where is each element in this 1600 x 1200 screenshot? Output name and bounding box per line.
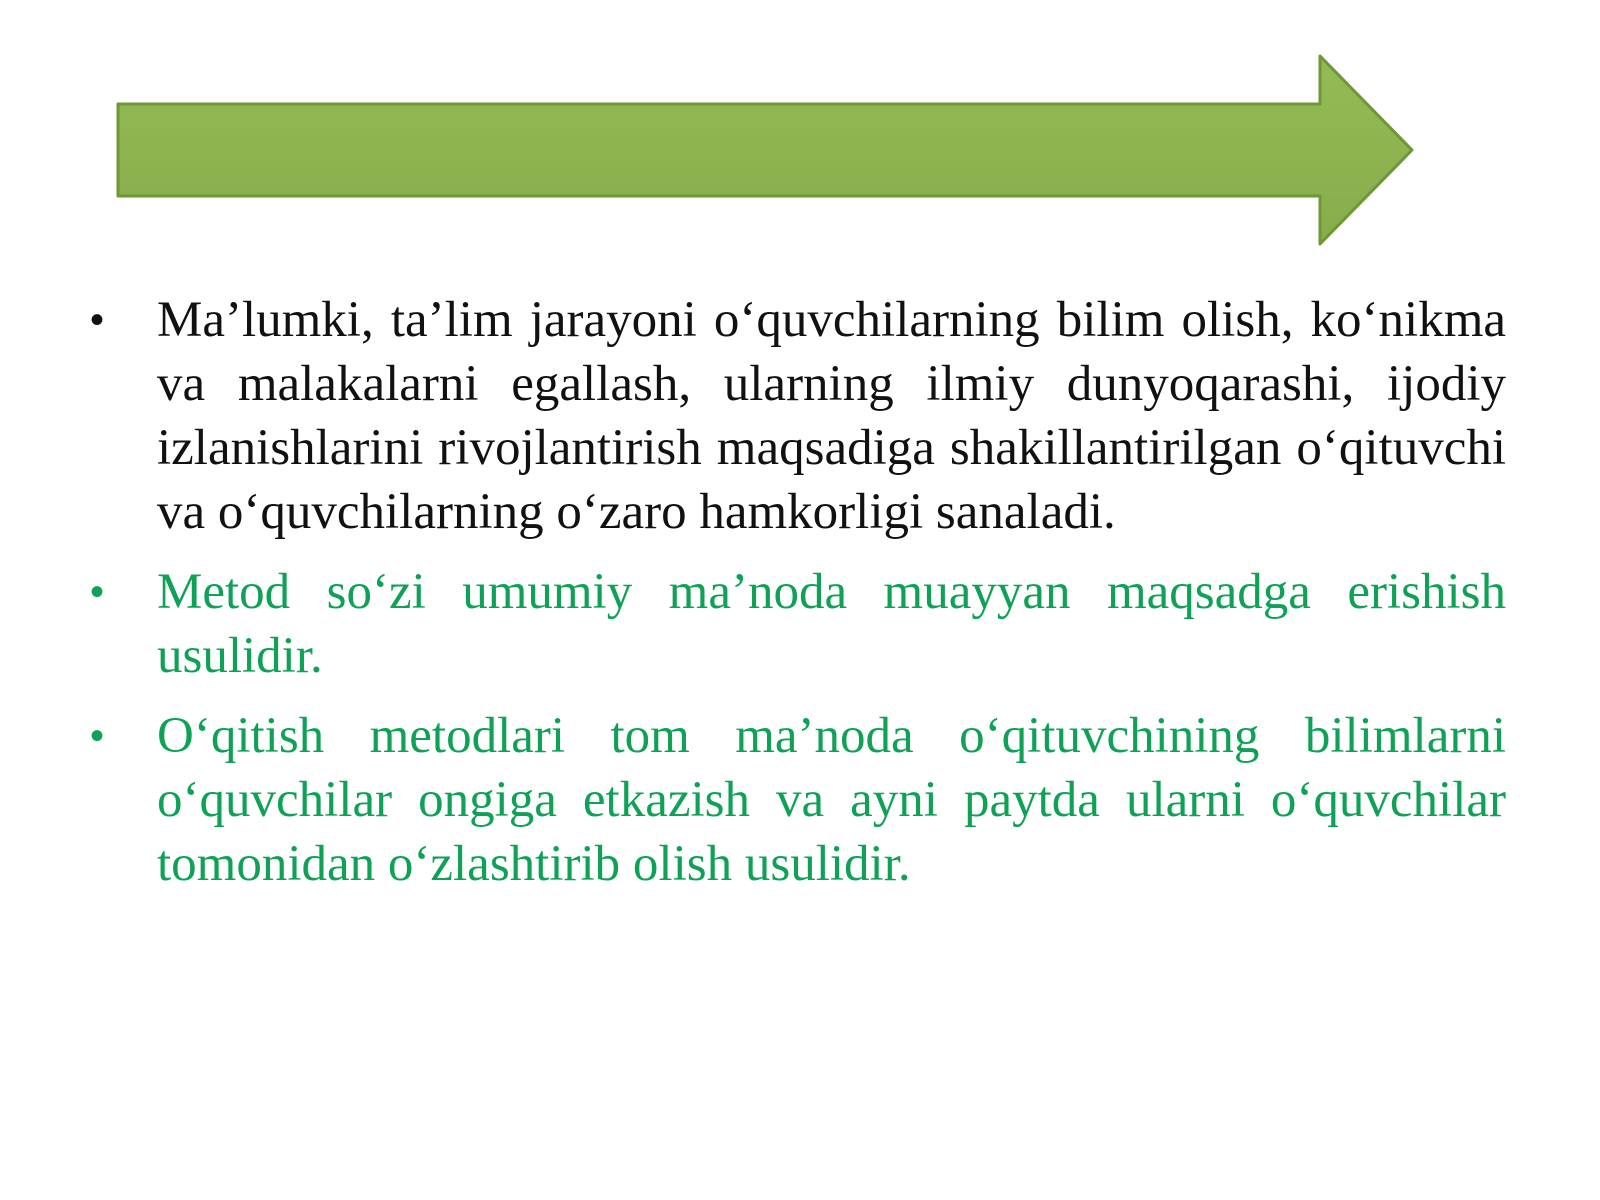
- bullet-item-3: [90, 704, 1506, 896]
- arrow-shape: [118, 56, 1412, 244]
- bullet-dot: •: [90, 570, 105, 614]
- bullet-text: O‘qitish metodlari tom ma’noda o‘qituvchining bilimlarni o‘quvchilar ongiga etkazish va ayni paytda ularni o‘quvchilar tomonidan o‘zlashtirib olish usulidir.: [157, 708, 1506, 892]
- bullet-item-1: [90, 288, 1506, 544]
- bullet-text: Ma’lumki, ta’lim jarayoni o‘quvchilarning bilim olish, ko‘nikma va malakalarni egallash, ularning ilmiy dunyoqarashi, ijodiy izlanishlarini rivojlantirish maqsadiga shakillantirilgan o‘qituvchi va o‘quvchilarning o‘zaro hamkorligi sanaladi.: [157, 292, 1506, 540]
- bullet-dot: •: [90, 298, 105, 342]
- right-arrow-icon: [112, 52, 1452, 252]
- bullet-item-2: [90, 560, 1506, 688]
- bullet-text: Metod so‘zi umumiy ma’noda muayyan maqsadga erishish usulidir.: [157, 564, 1506, 684]
- bullet-dot: •: [90, 714, 105, 758]
- bullet-list: [90, 288, 1506, 912]
